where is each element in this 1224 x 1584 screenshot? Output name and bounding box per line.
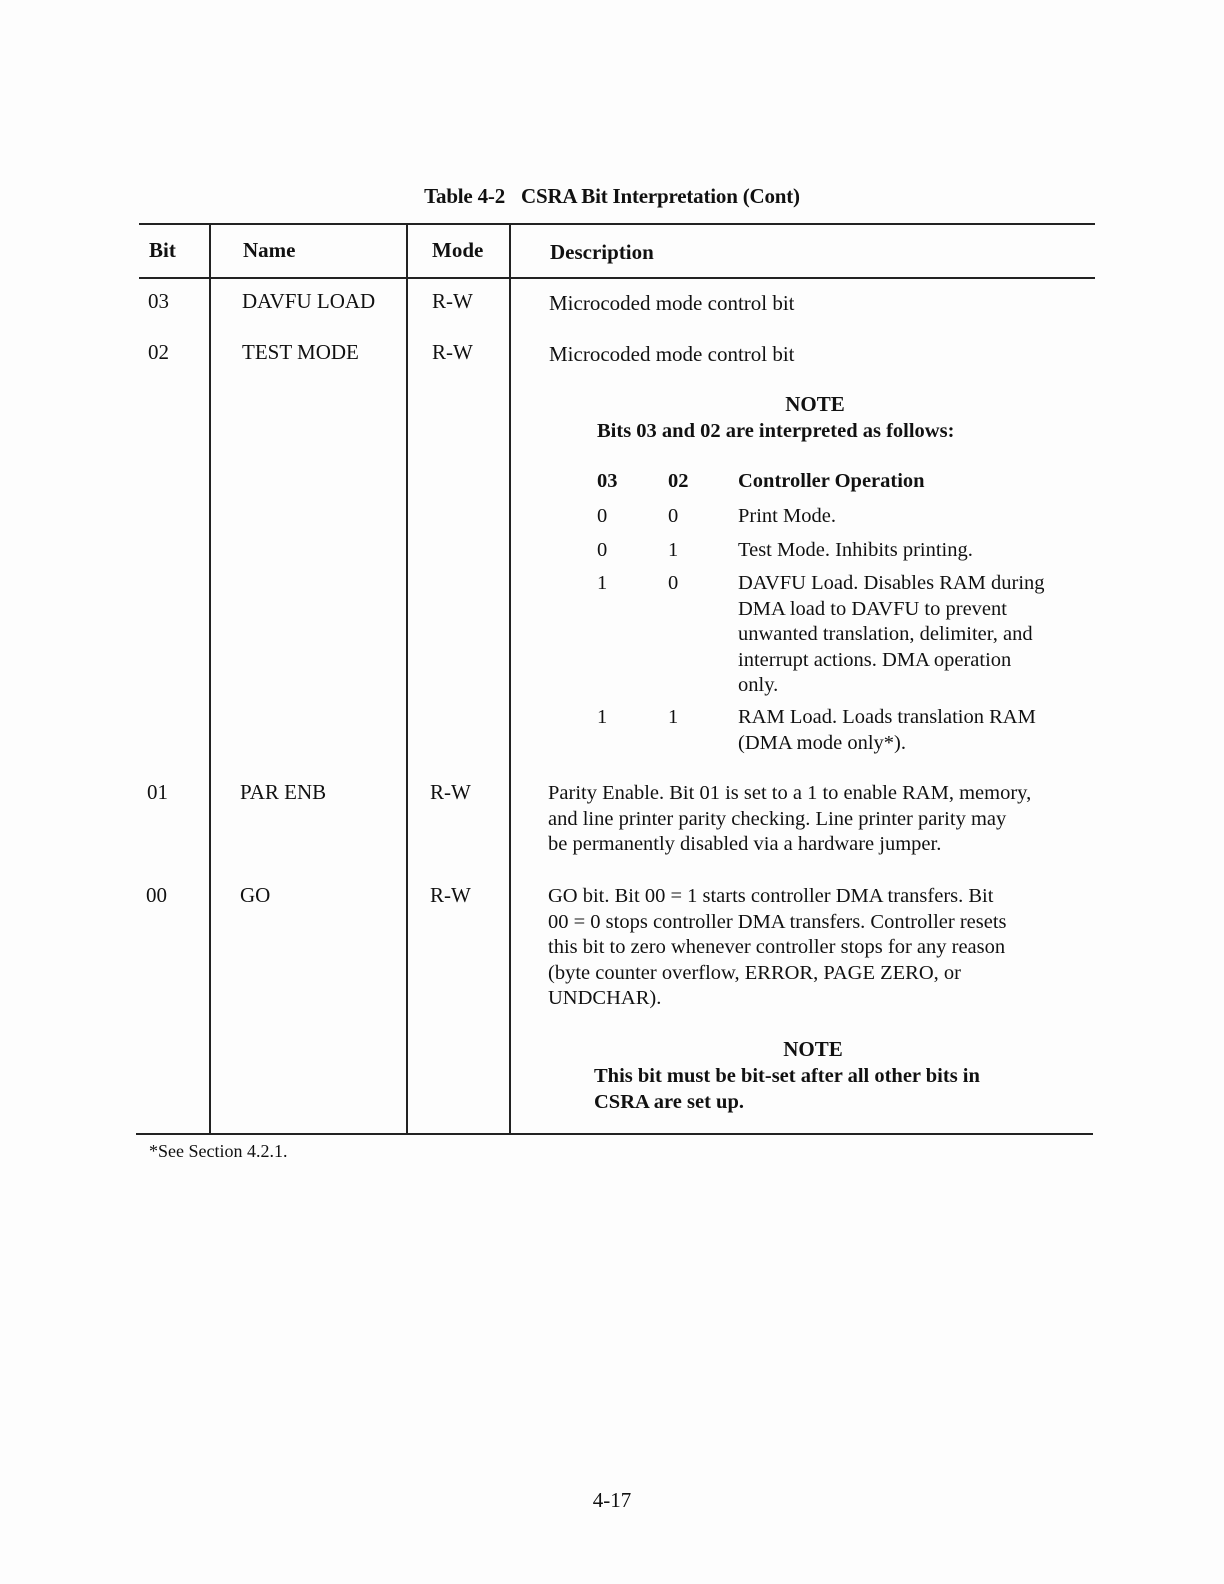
row-mode: R-W [432, 289, 473, 313]
subtable-bit03: 1 [597, 572, 608, 594]
row-mode: R-W [432, 340, 473, 364]
table-header-rule [139, 277, 1095, 279]
row-bit: 03 [148, 289, 169, 313]
subtable-header-bit03: 03 [597, 470, 618, 492]
row-mode: R-W [430, 780, 471, 804]
row-name: DAVFU LOAD [242, 289, 376, 313]
header-mode: Mode [432, 238, 484, 262]
note-title: NOTE [783, 1037, 843, 1061]
subtable-operation: Test Mode. Inhibits printing. [738, 539, 973, 561]
row-description: Microcoded mode control bit [549, 342, 795, 366]
column-divider-bit-name [209, 223, 211, 1134]
row-bit: 01 [147, 780, 168, 804]
note-text: This bit must be bit-set after all other bits in CSRA are set up. [594, 1065, 980, 1113]
subtable-operation: RAM Load. Loads translation RAM (DMA mode only*). [738, 706, 1036, 754]
header-description: Description [550, 240, 654, 264]
column-divider-mode-description [509, 223, 511, 1134]
row-name: TEST MODE [242, 340, 359, 364]
table-top-rule [139, 223, 1095, 225]
table-number: Table 4-2 [424, 184, 505, 208]
subtable-bit02: 1 [668, 706, 679, 728]
footnote: *See Section 4.2.1. [149, 1141, 288, 1161]
row-mode: R-W [430, 883, 471, 907]
row-name: PAR ENB [240, 780, 327, 804]
table-caption: CSRA Bit Interpretation (Cont) [521, 184, 800, 208]
row-bit: 00 [146, 883, 167, 907]
note-title: NOTE [785, 392, 845, 416]
subtable-header-bit02: 02 [668, 470, 689, 492]
note-text: Bits 03 and 02 are interpreted as follows: [597, 420, 955, 442]
subtable-operation: DAVFU Load. Disables RAM during DMA load to DAVFU to prevent unwanted translation, delimiter, and interrupt actions. DMA operation only. [738, 572, 1045, 696]
subtable-bit03: 1 [597, 706, 608, 728]
row-bit: 02 [148, 340, 169, 364]
subtable-bit02: 0 [668, 572, 679, 594]
subtable-bit03: 0 [597, 539, 608, 561]
row-description: GO bit. Bit 00 = 1 starts controller DMA transfers. Bit 00 = 0 stops controller DMA transfers. Controller resets this bit to zero whenever controller stops for any reason (byte counter overflow, ERROR, PAGE ZERO, or UNDCHAR). [548, 885, 1007, 1009]
row-description: Microcoded mode control bit [549, 291, 795, 315]
header-name: Name [243, 238, 296, 262]
subtable-bit02: 0 [668, 505, 679, 527]
row-name: GO [240, 883, 271, 907]
header-bit: Bit [149, 238, 176, 262]
column-divider-name-mode [406, 223, 408, 1134]
page-number: 4-17 [592, 1488, 632, 1512]
subtable-bit03: 0 [597, 505, 608, 527]
subtable-header-operation: Controller Operation [738, 470, 925, 492]
subtable-bit02: 1 [668, 539, 679, 561]
row-description: Parity Enable. Bit 01 is set to a 1 to enable RAM, memory, and line printer parity checking. Line printer parity may be permanently disabled via a hardware jumper. [548, 782, 1032, 855]
table-title [0, 184, 1224, 209]
table-bottom-rule [136, 1133, 1093, 1135]
subtable-operation: Print Mode. [738, 505, 836, 527]
